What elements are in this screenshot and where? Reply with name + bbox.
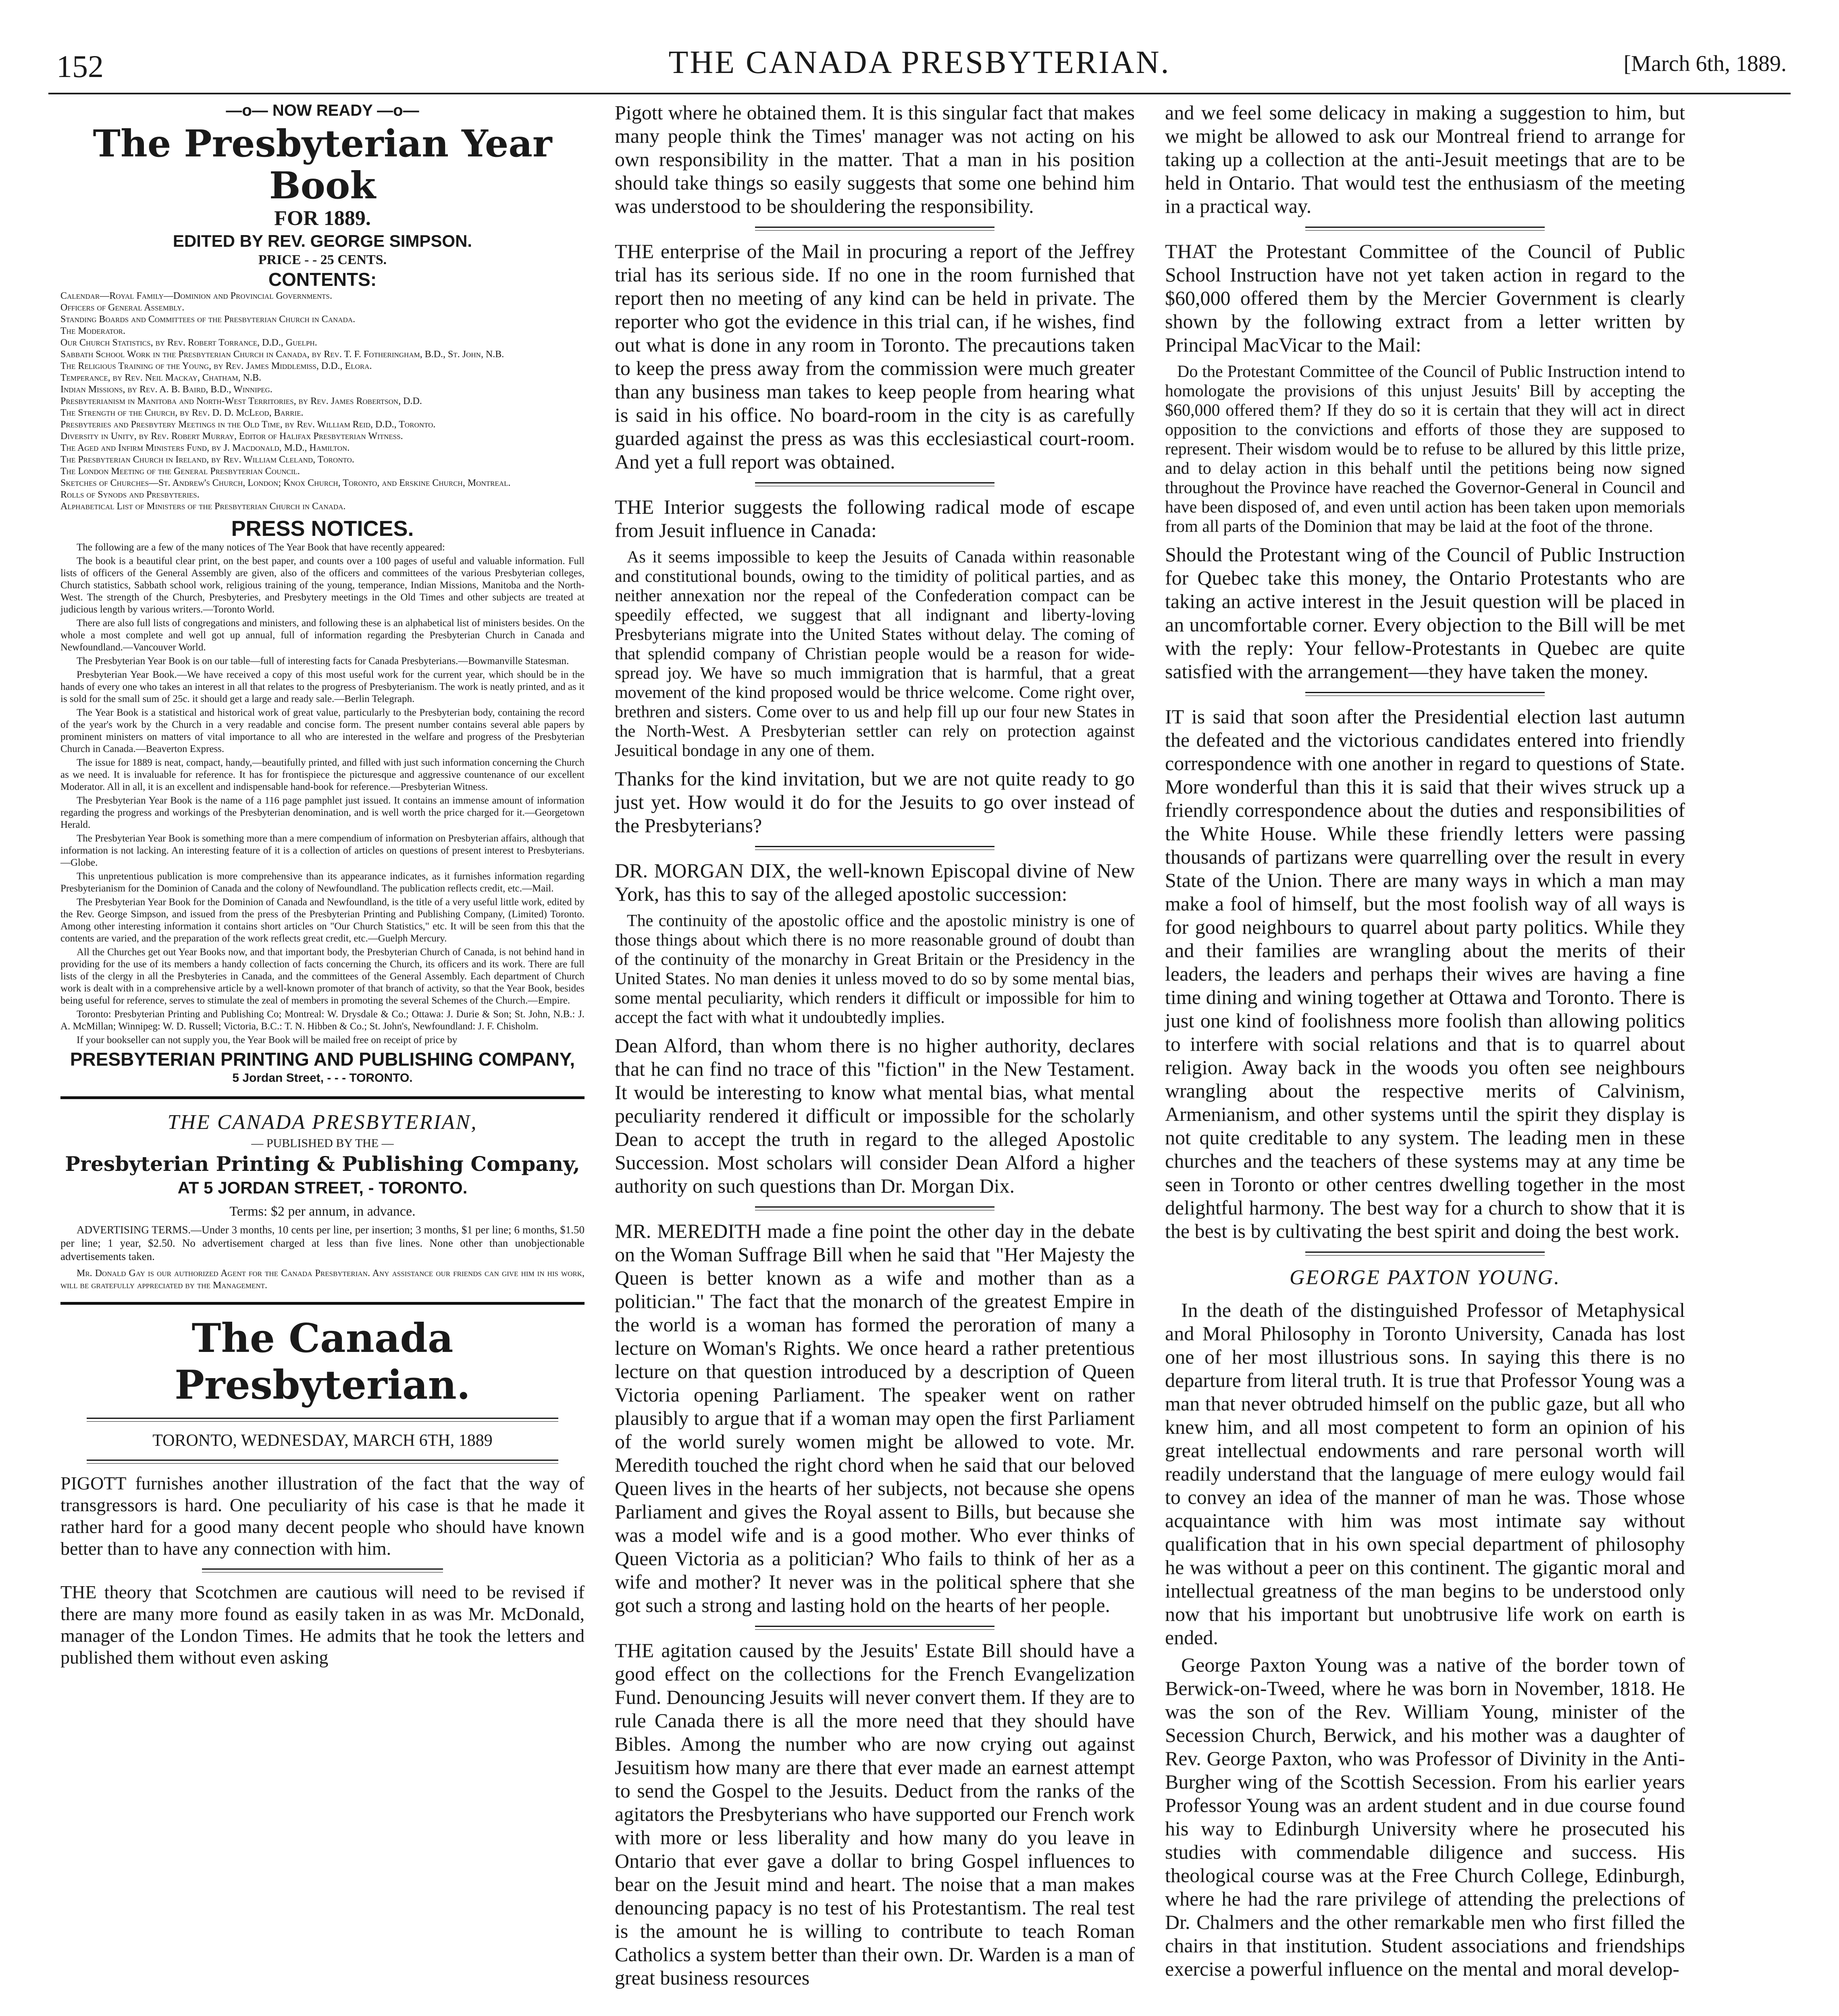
dix-quote	[615, 911, 1135, 1027]
press-notices-heading: PRESS NOTICES.	[231, 516, 414, 541]
young-paragraph: George Paxton Young was a native of the border town of Berwick-on-Tweed, where he was born in November, 1818. He was the son of the Rev. William Young, minister of the Secession Church, Berwick, and his mother was a daughter of Rev. George Paxton, who was Professor of Divinity in the Anti-Burgher wing of the Scottish Secession. From his earlier years Professor Young was an ardent student and in due course found his way to Edinburgh University where he prosecuted his studies with commendable diligence and success. His theological course was at the Free Church College, Edinburgh, where he had the rare privilege of attending the prelections of Dr. Chalmers and the other remarkable men who first filled the chairs in that institution. Student associations and friendships exercise a powerful influence on the mental and moral develop-	[1165, 1654, 1685, 1980]
contents-item: The Moderator.	[60, 326, 126, 336]
mail-paragraph: THE enterprise of the Mail in procuring a report of the Jeffrey trial has its serious side. If no one in the room furnished that report then no meeting of any kind can be held in private. The reporter who got the evidence in this trial can, if he wishes, find out what is done in any room in Toronto. The precautions taken to keep the press away from the commission were much greater than any business man takes to keep people from hearing what is said in his office. No board-room in the city is as carefully guarded against the press as was this ecclesiastical court-room. And yet a full report was obtained.	[615, 240, 1135, 473]
yearbook-price: PRICE - - 25 CENTS.	[258, 252, 387, 267]
contents-item: Sabbath School Work in the Presbyterian Church in Canada, by Rev. T. F. Fotheringham, B.D., St. John, N.B.	[60, 349, 504, 360]
paragraph-rule	[755, 1206, 994, 1210]
press-notice: Presbyterian Year Book.—We have received a copy of this most useful work for the current year, which should be in the hands of every one who takes an interest in all that relates to the progress of Presbyterianism. The work is neatly printed, and as it is sold for the small sum of 25c. it should get a large and ready sale.—Berlin Telegraph.	[60, 669, 585, 704]
contents-list	[60, 290, 585, 512]
dateline-rule	[87, 1460, 558, 1464]
right-column	[1165, 101, 1685, 1985]
press-notice: The Presbyterian Year Book is the name of a 116 page pamphlet just issued. It contains an immense amount of information regarding the progress and workings of the Presbyterian denomination, and is well worth the price charged for it.—Georgetown Herald.	[60, 795, 585, 830]
paragraph-rule	[1305, 1252, 1544, 1256]
press-notice: This unpretentious publication is more comprehensive than its appearance indicates, as it furnishes information regarding Presbyterianism for the Dominion of Canada and the colony of Newfoundland. The publication reflects credit, etc.—Mail.	[60, 871, 585, 894]
yearbook-year: FOR 1889.	[274, 207, 371, 230]
should-paragraph: Should the Protestant wing of the Council of Public Instruction for Quebec take this money, the Ontario Protestants who are taking an active interest in the Jesuit question will be placed in an uncomfortable corner. Every objection to the Bill will be met with the reply: Your fellow-Protestants in Quebec are quite satisfied with the arrangement—they have taken the money.	[1165, 543, 1685, 683]
thanks-paragraph: Thanks for the kind invitation, but we are not quite ready to go just yet. How would it do for the Jesuits to go over instead of the Presbyterians?	[615, 767, 1135, 837]
committee-quote	[1165, 362, 1685, 536]
middle-column	[615, 101, 1135, 1993]
contents-item: Alphabetical List of Ministers of the Presbyterian Church in Canada.	[60, 501, 346, 512]
paragraph-rule	[202, 1568, 443, 1572]
contents-item: Officers of General Assembly.	[60, 302, 185, 313]
dix-paragraph: DR. MORGAN DIX, the well-known Episcopal divine of New York, has this to say of the alleged apostolic succession:	[615, 859, 1135, 905]
agitation-paragraph: THE agitation caused by the Jesuits' Estate Bill should have a good effect on the collections for the French Evangelization Fund. Denouncing Jesuits will never convert them. If they are to rule Canada there is all the more need that they should have Bibles. Among the number who are now crying out against Jesuitism how many are there that ever made an earnest attempt to send the Gospel to the Jesuits. Deduct from the ranks of the agitators the Presbyterians who have supported our French work with more or less liberality and how many do you leave in Ontario that ever gave a dollar to bring Gospel influences to bear on the Jesuit mind and heart. The noise that a man makes denouncing papacy is no test of his Protestantism. The real test is the amount he is willing to contribute to teach Roman Catholics a system better than their own. Dr. Warden is a man of great business resources	[615, 1639, 1135, 1989]
dateline: TORONTO, WEDNESDAY, MARCH 6TH, 1889	[152, 1431, 493, 1450]
publisher-address: 5 Jordan Street, - - - TORONTO.	[232, 1071, 413, 1085]
yearbook-title: The Presbyterian Year Book	[93, 122, 552, 207]
quote-text: As it seems impossible to keep the Jesuits of Canada within reasonable and constitutional bounds, owing to the timidity of political parties, and as neither annexation nor the repeal of the Confederation compact can be speedily effected, we suggest that all indignant and liberty-loving Presbyterians migrate into the United States without delay. The coming of that splendid company of Christian people would be a reason for wide-spread joy. We have so much immigration that is harmful, that a great movement of the kind proposed would be thrice welcome. Come right over, brethren and sisters. Come over to us and help fill up our four new States in the North-West. A Presbyterian settler can rely on protection against Jesuitical bondage in any one of them.	[615, 548, 1135, 760]
interior-paragraph: THE Interior suggests the following radical mode of escape from Jesuit influence in Canada:	[615, 496, 1135, 541]
paragraph-rule	[755, 846, 994, 850]
theory-paragraph: THE theory that Scotchmen are cautious will need to be revised if there are many more found as easily taken in as was Mr. McDonald, manager of the London Times. He admits that he took the letters and published them without even asking	[60, 1582, 585, 1668]
quote-text: The continuity of the apostolic office and the apostolic ministry is one of those things about which there is no more reasonable ground of doubt than of the continuity of the monarchy in Great Britain or the Presidency in the United States. No man denies it unless moved to do so by some mental bias, some mental peculiarity, which renders it difficult or impossible for him to accept the fact with what it undoubtedly implies.	[615, 912, 1135, 1027]
contents-item: The Religious Training of the Young, by Rev. James Middlemiss, D.D., Elora.	[60, 361, 372, 371]
page-header	[48, 40, 1791, 94]
contents-item: The Strength of the Church, by Rev. D. D. McLeod, Barrie.	[60, 408, 304, 418]
contents-item: Calendar—Royal Family—Dominion and Provincial Governments.	[60, 291, 332, 301]
left-column	[60, 101, 585, 1672]
contents-item: The Presbyterian Church in Ireland, by Rev. William Cleland, Toronto.	[60, 454, 354, 465]
masthead: The Canada Presbyterian.	[175, 1315, 470, 1408]
company-street: AT 5 JORDAN STREET, - TORONTO.	[177, 1178, 468, 1197]
contents-item: Temperance, by Rev. Neil Mackay, Chatham, N.B.	[60, 373, 261, 383]
young-heading: GEORGE PAXTON YOUNG.	[1289, 1266, 1560, 1289]
press-notice: The Year Book is a statistical and historical work of great value, particularly to the Presbyterian body, containing the record of the year's work by the Church in a very readable and concise form. The present number contains several able papers by prominent ministers on matters of vital importance to all who are interested in the welfare and progress of the Presbyterian Church in Canada.—Beaverton Express.	[60, 707, 585, 754]
press-notice: The book is a beautiful clear print, on the best paper, and counts over a 100 pages of useful and valuable information. Full lists of officers of the General Assembly are given, also of the officers and committees of the various Presbyterian colleges, Church statistics, Sabbath school work, religious training of the young, temperance, Indian Missions, Manitoba and the North-West. The strength of the Church, Presbyteries, and Presbytery meetings in the Old Times and other subjects are treated at judicious length by various writers.—Toronto World.	[60, 556, 585, 615]
yearbook-editor: EDITED BY REV. GEORGE SIMPSON.	[173, 231, 472, 250]
meredith-paragraph: MR. MEREDITH made a fine point the other day in the debate on the Woman Suffrage Bill when he said that "Her Majesty the Queen is better known as a wife and mother than as a politician." The fact that the monarch of the greatest Empire in the world is a woman has formed the peroration of many a lecture on Woman's Rights. We once heard a rather pretentious lecture on that question introduced by a description of Queen Victoria opening Parliament. The speaker went on rather plausibly to argue that if a woman may open the first Parliament of the world surely women might be allowed to vote. Mr. Meredith touched the right chord when he said that our beloved Queen lives in the hearts of her subjects, not because she opens Parliament and gives the Royal assent to Bills, but because she was a model wife and is a good mother. Who ever thinks of Queen Victoria as a politician? Who fails to think of her as a wife and mother? It never was in the political sphere that she got such a strong and lasting hold on the hearts of her people.	[615, 1220, 1135, 1616]
masthead-rule	[87, 1418, 558, 1422]
company-name: Presbyterian Printing & Publishing Company,	[65, 1152, 580, 1176]
press-notice: The issue for 1889 is neat, compact, handy,—beautifully printed, and filled with just such information concerning the Church as we need. It is invaluable for reference. It has for frontispiece the picturesque and aggressive countenance of our excellent Moderator. All in all, it is an excellent and indispensable hand-book for reference.—Presbyterian Witness.	[60, 757, 585, 792]
paragraph-rule	[755, 227, 994, 231]
contents-item: Standing Boards and Committees of the Presbyterian Church in Canada.	[60, 314, 356, 325]
contents-item: The Aged and Infirm Ministers Fund, by J. Macdonald, M.D., Hamilton.	[60, 443, 350, 453]
publisher-name: PRESBYTERIAN PRINTING AND PUBLISHING COMPANY,	[70, 1049, 575, 1070]
young-paragraph: In the death of the distinguished Professor of Metaphysical and Moral Philosophy in Toronto University, Canada has lost one of her most illustrious sons. In saying this there is no departure from literal truth. It is true that Professor Young was a man that never obtruded himself on the public gaze, but all who knew him, and all most competent to form an opinion of his great intellectual endowments and rare personal worth will readily understand that the language of mere eulogy would fail to convey an idea of the manner of man he was. Those whose acquaintance with him was most intimate say without qualification that in his own special department of philosophy he was without a peer on this continent. The gigantic moral and intellectual greatness of the man begins to be understood only now that his important but unobtrusive life work on earth is ended.	[1165, 1299, 1685, 1649]
published-by: — PUBLISHED BY THE —	[251, 1137, 394, 1150]
alford-paragraph: Dean Alford, than whom there is no higher authority, declares that he can find no trace of this "fiction" in the New Testament. It would be interesting to know what mental bias, what mental peculiarity rendered it difficult or impossible for the scholarly Dean to accept the truth in regard to the alleged Apostolic Succession. Most scholars will consider Dean Alford a higher authority on such questions than Dr. Morgan Dix.	[615, 1034, 1135, 1197]
paper-title: THE CANADA PRESBYTERIAN,	[167, 1111, 478, 1134]
pigott-paragraph: PIGOTT furnishes another illustration of the fact that the way of transgressors is hard. One peculiarity of his case is that he made it rather hard for a good many decent people who should have known better than to have any connection with him.	[60, 1473, 585, 1559]
continued-paragraph: Pigott where he obtained them. It is this singular fact that makes many people think the Times' manager was not acting on his own responsibility in the matter. That a man in his position should take things so easily suggests that some one behind him was understood to be shouldering the responsibility.	[615, 101, 1135, 217]
now-ready-label: —o— NOW READY —o—	[226, 102, 419, 119]
press-notice: The Presbyterian Year Book for the Dominion of Canada and Newfoundland, is the title of a very useful little work, edited by the Rev. George Simpson, and issued from the press of the Presbyterian Printing and Publishing Company, (Limited) Toronto. Among other interesting information it contains short articles on "Our Church Statistics," etc. It will be seen from this that the contents are varied, and the preparation of the work reflects great credit, etc.—Guelph Mercury.	[60, 897, 585, 944]
contents-item: The London Meeting of the General Presbyterian Council.	[60, 466, 300, 477]
press-notice: There are also full lists of congregations and ministers, and following these is an alphabetical list of ministers besides. On the whole a most complete and well got up annual, full of information regarding the Presbyterian Church in Canada and Newfoundland.—Vancouver World.	[60, 618, 585, 653]
contents-item: Diversity in Unity, by Rev. Robert Murray, Editor of Halifax Presbyterian Witness.	[60, 431, 403, 442]
section-rule	[60, 1302, 585, 1305]
press-notice: All the Churches get out Year Books now, and that important body, the Presbyterian Church of Canada, is not behind hand in providing for the use of its members a handy collection of facts concerning the Church, its officers and its work. There are full lists of the clergy in all the Presbyteries in Canada, and the committees of the General Assembly. Each department of Church work is dealt with in a comprehensive article by a well-known promoter of that branch of activity, so that the Year Book, besides being useful for reference, serves to stimulate the zeal of members in promoting the several Schemes of the Church.—Empire.	[60, 947, 585, 1006]
advertising-terms: ADVERTISING TERMS.—Under 3 months, 10 cents per line, per insertion; 3 months, $1 per line; 6 months, $1.50 per line; 1 year, $2.50. No advertisement charged at less than five lines. None other than unobjectionable advertisements taken.	[60, 1224, 585, 1262]
page-number: 152	[56, 49, 104, 84]
contents-heading: CONTENTS:	[268, 269, 377, 290]
press-notice: The Presbyterian Year Book is something more than a mere compendium of information on Presbyterian affairs, although that information is not lacking. An interesting feature of it is a collection of articles on questions of present interest to Presbyterians.—Globe.	[60, 833, 585, 868]
continued-paragraph: and we feel some delicacy in making a suggestion to him, but we might be allowed to ask our Montreal friend to arrange for taking up a collection at the anti-Jesuit meetings that are to be held in Ontario. That would test the enthusiasm of the meeting in a practical way.	[1165, 101, 1685, 217]
committee-paragraph: THAT the Protestant Committee of the Council of Public School Instruction have not yet taken action in regard to the $60,000 offered them by the Mercier Government is clearly shown by the following extract from a letter written by Principal MacVicar to the Mail:	[1165, 240, 1685, 356]
interior-quote	[615, 548, 1135, 760]
paragraph-rule	[1305, 692, 1544, 696]
section-rule	[60, 1096, 585, 1099]
subscription-terms: Terms: $2 per annum, in advance.	[229, 1204, 416, 1219]
contents-item: Sketches of Churches—St. Andrew's Church, London; Knox Church, Toronto, and Erskine Church, Montreal.	[60, 478, 511, 488]
paragraph-rule	[755, 1626, 994, 1630]
paragraph-rule	[1305, 227, 1544, 231]
contents-item: Rolls of Synods and Presbyteries.	[60, 489, 200, 500]
press-notice: If your bookseller can not supply you, the Year Book will be mailed free on receipt of price by	[77, 1035, 458, 1045]
quote-text: Do the Protestant Committee of the Council of Public Instruction intend to homologate the provisions of this unjust Jesuits' Bill by accepting the $60,000 offered them? If they do so it is certain that they will act in direct opposition to the convictions and efforts of those they are supposed to represent. Their wisdom would be to refuse to be allured by this little prize, and to delay action in this behalf until the petitions being now signed throughout the Province have reached the Governor-General in Council and have been disposed of, and even until action has been taken upon memorials from all parts of the Dominion that may be laid at the foot of the throne.	[1165, 362, 1685, 536]
election-paragraph: IT is said that soon after the Presidential election last autumn the defeated and the victorious candidates entered into friendly correspondence with one another in regard to questions of State. More wonderful than this it is said that their wives struck up a friendly correspondence about the duties and responsibilities of the White House. While these friendly letters were passing thousands of partizans were quarrelling over the result in every State of the Union. There are many ways in which a man may make a fool of himself, but the most foolish way of all ways is for good neighbours to quarrel about party politics. While they and their families are wrangling about the merits of their leaders, the leaders and perhaps their wives are having a fine time dining and wining together at Ottawa and Toronto. There is just one kind of foolishness more foolish than allowing politics to interfere with social relations and that is to quarrel about religion. Away back in the woods you often see neighbours wrangling about the respective merits of Calvinism, Armenianism, and other systems until the spirit they display is not quite creditable to any system. The leading men in these churches and the teachers of these systems may at any time be seen in Toronto or other centres dwelling together in the most delightful harmony. The best way for a church to show that it is the best is by cultivating the best spirit and doing the best work.	[1165, 705, 1685, 1242]
newspaper-title: THE CANADA PRESBYTERIAN.	[668, 45, 1171, 80]
contents-item: Our Church Statistics, by Rev. Robert Torrance, D.D., Guelph.	[60, 337, 317, 348]
press-notice: The Presbyterian Year Book is on our table—full of interesting facts for Canada Presbyterians.—Bowmanville Statesman.	[77, 656, 569, 666]
contents-item: Presbyterianism in Manitoba and North-West Territories, by Rev. James Robertson, D.D.	[60, 396, 422, 406]
paragraph-rule	[755, 482, 994, 486]
contents-item: Indian Missions, by Rev. A. B. Baird, B.D., Winnipeg.	[60, 384, 273, 395]
contents-item: Presbyteries and Presbytery Meetings in the Old Time, by Rev. William Reid, D.D., Toronto.	[60, 419, 436, 430]
issue-date: [March 6th, 1889.	[1623, 51, 1787, 76]
agent-notice: Mr. Donald Gay is our authorized Agent for the Canada Presbyterian. Any assistance our friends can give him in his work, will be gratefully appreciated by the Management.	[60, 1268, 585, 1291]
press-notice: Toronto: Presbyterian Printing and Publishing Co; Montreal: W. Drysdale & Co.; Ottawa: J. Durie & Son; St. John, N.B.: J. A. McMillan; Winnipeg: W. D. Russell; Victoria, B.C.: T. N. Hibben & Co.; St. John's, Newfoundland: J. F. Chisholm.	[60, 1009, 585, 1032]
press-notices	[60, 541, 585, 1046]
press-notice: The following are a few of the many notices of The Year Book that have recently appeared:	[77, 542, 445, 553]
